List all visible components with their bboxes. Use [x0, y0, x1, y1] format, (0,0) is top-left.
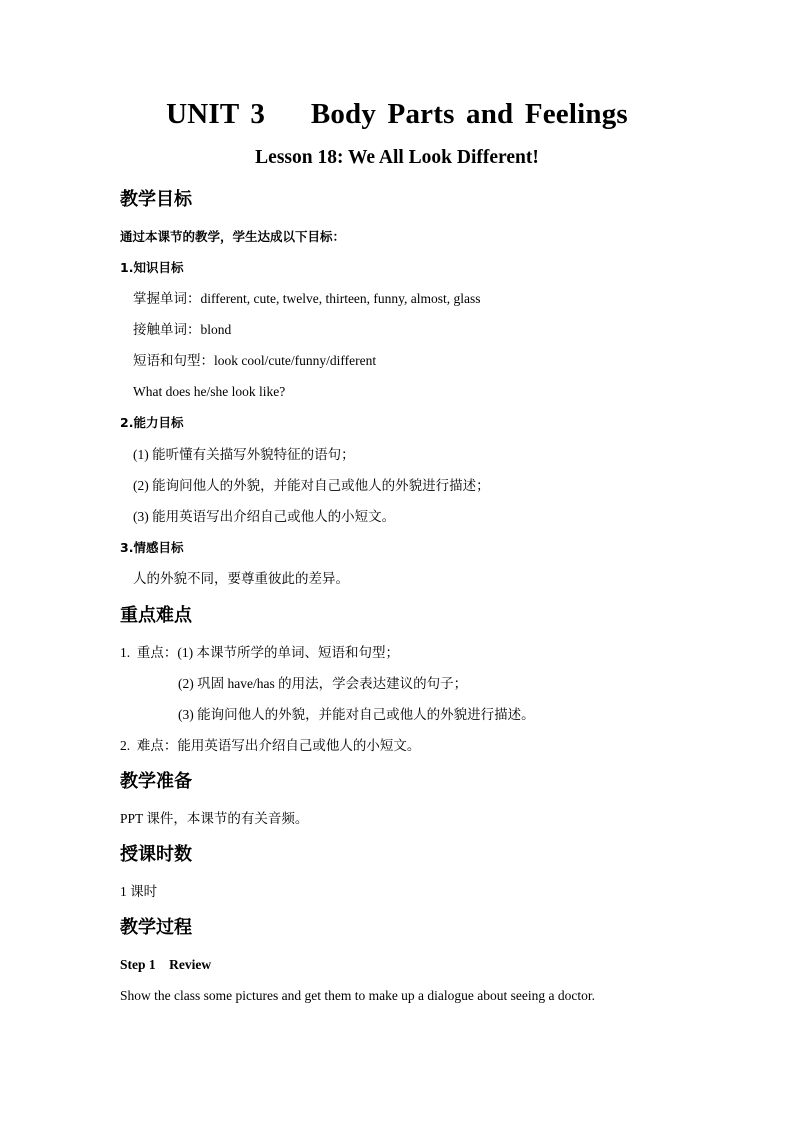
- preparation-heading: 教学准备: [120, 771, 192, 792]
- step-1-text: Show the class some pictures and get them to make up a dialogue about seeing a doctor.: [120, 988, 596, 1003]
- ability-line-1: (1) 能听懂有关描写外貌特征的语句；: [133, 447, 355, 462]
- emotion-heading: 3.情感目标: [120, 540, 184, 555]
- key-points-line-1: 1. 重点：(1) 本课节所学的单词、短语和句型；: [120, 645, 399, 660]
- knowledge-heading: 1.知识目标: [120, 260, 184, 275]
- knowledge-line-3: 短语和句型：look cool/cute/funny/different: [133, 353, 377, 368]
- ability-line-2: (2) 能询问他人的外貌，并能对自己或他人的外貌进行描述；: [133, 478, 490, 493]
- duration-text: 1 课时: [120, 884, 158, 899]
- objectives-intro: 通过本课节的教学，学生达成以下目标：: [120, 229, 346, 244]
- knowledge-line-2: 接触单词：blond: [133, 322, 232, 337]
- objectives-heading: 教学目标: [120, 189, 192, 210]
- step-1-title: Step 1 Review: [120, 957, 212, 972]
- lesson-title: Lesson 18: We All Look Different!: [255, 147, 539, 168]
- emotion-line-1: 人的外貌不同，要尊重彼此的差异。: [133, 571, 349, 586]
- duration-heading: 授课时数: [120, 844, 192, 865]
- ability-line-3: (3) 能用英语写出介绍自己或他人的小短文。: [133, 509, 396, 524]
- preparation-text: PPT 课件，本课节的有关音频。: [120, 811, 309, 826]
- key-points-line-4: 2. 难点：能用英语写出介绍自己或他人的小短文。: [120, 738, 421, 753]
- knowledge-line-4: What does he/she look like?: [133, 384, 286, 399]
- knowledge-line-1: 掌握单词：different, cute, twelve, thirteen, funny, almost, glass: [133, 291, 481, 306]
- ability-heading: 2.能力目标: [120, 415, 184, 430]
- key-points-line-3: (3) 能询问他人的外貌，并能对自己或他人的外貌进行描述。: [178, 707, 535, 722]
- key-points-line-2: (2) 巩固 have/has 的用法，学会表达建议的句子；: [178, 676, 468, 691]
- key-points-heading: 重点难点: [120, 605, 192, 626]
- process-heading: 教学过程: [120, 917, 192, 938]
- unit-title: UNIT 3 Body Parts and Feelings: [166, 98, 628, 130]
